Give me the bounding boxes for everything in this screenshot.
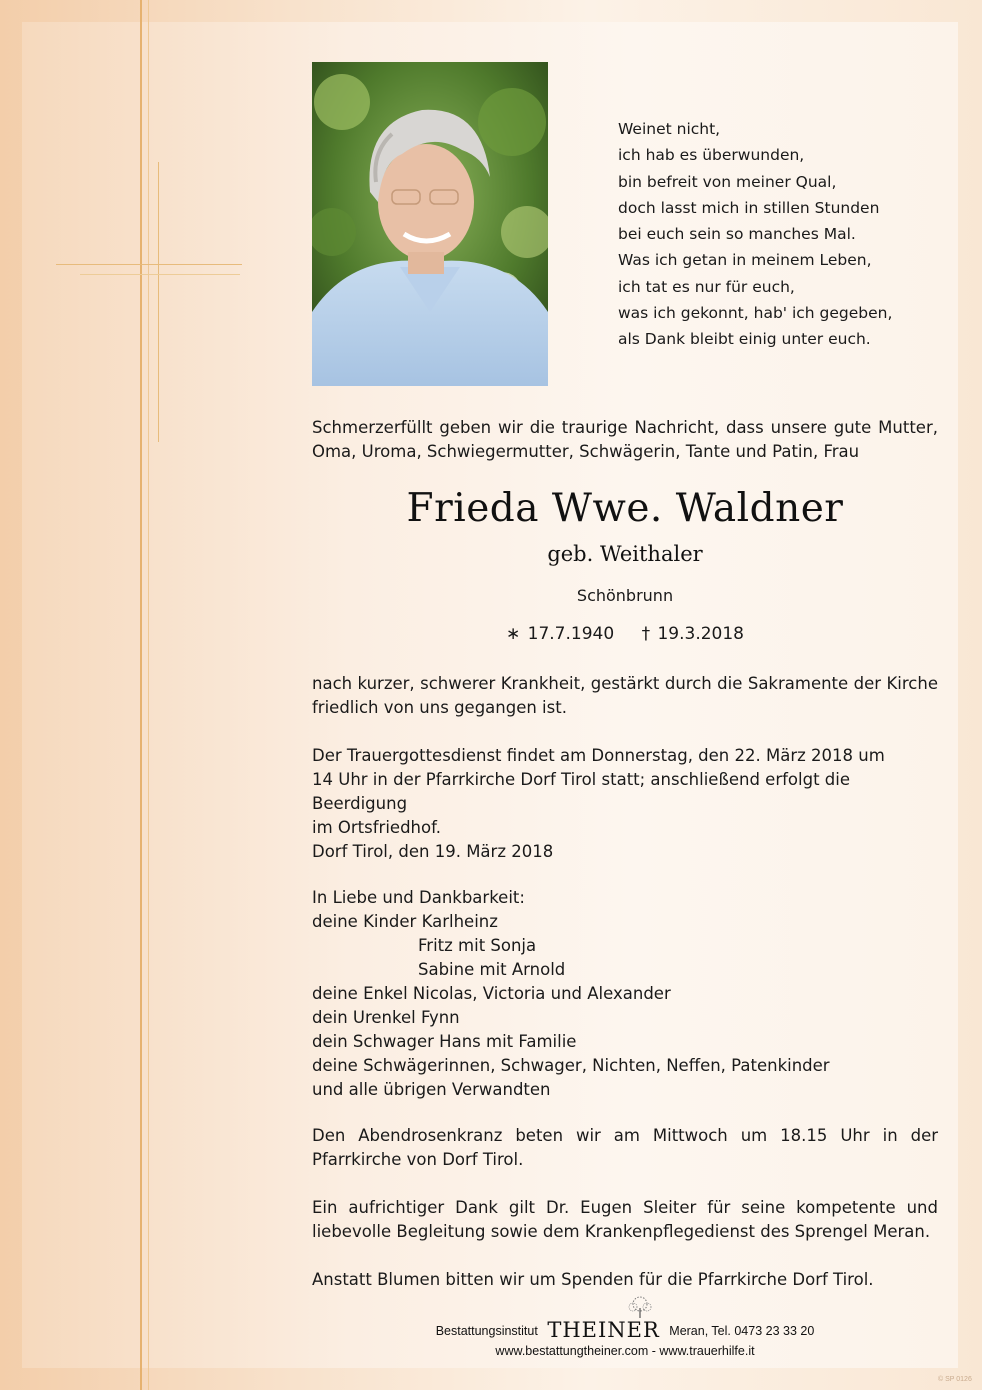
mourner-line: deine Kinder Karlheinz <box>312 912 498 931</box>
life-dates <box>312 624 938 644</box>
donation-paragraph: Anstatt Blumen bitten wir um Spenden für die Pfarrkirche Dorf Tirol. <box>312 1270 874 1289</box>
poem-line: bei euch sein so manches Mal. <box>618 225 856 244</box>
birth-date: ∗ 17.7.1940 <box>505 624 615 644</box>
place-date-line: Dorf Tirol, den 19. März 2018 <box>312 842 554 861</box>
gold-vertical-line-thin <box>148 0 149 1390</box>
poem-line: doch lasst mich in stillen Stunden <box>618 198 880 217</box>
mourners-heading: In Liebe und Dankbarkeit: <box>312 888 525 907</box>
mourner-line: deine Enkel Nicolas, Victoria und Alexander <box>312 984 671 1003</box>
home-place: Schönbrunn <box>576 586 674 605</box>
maiden-name: geb. Weithaler <box>547 542 703 566</box>
footer-contact: Meran, Tel. 0473 23 33 20 <box>669 1324 815 1338</box>
funeral-line: im Ortsfriedhof. <box>312 818 441 837</box>
portrait-photo <box>312 62 548 386</box>
template-code: © SP 0126 <box>938 1376 972 1383</box>
announcement-intro: Schmerzerfüllt geben wir die traurige Nachricht, dass unsere gute Mutter, Oma, Uroma, Schwiegermutter, Schwägerin, Tante und Patin, Frau <box>312 418 938 461</box>
gold-vertical-line <box>140 0 142 1390</box>
funeral-home-brand: THEINER <box>547 1318 660 1342</box>
footer-prefix: Bestattungsinstitut <box>435 1324 538 1338</box>
poem-line: was ich gekonnt, hab' ich gegeben, <box>618 304 893 323</box>
rosary-paragraph: Den Abendrosenkranz beten wir am Mittwoch um 18.15 Uhr in der Pfarrkirche von Dorf Tirol. <box>312 1126 938 1169</box>
poem-line: ich tat es nur für euch, <box>618 277 795 296</box>
poem-line: ich hab es überwunden, <box>618 146 805 165</box>
funeral-line: Der Trauergottesdienst findet am Donnerstag, den 22. März 2018 um <box>312 746 885 765</box>
poem-line: als Dank bleibt einig unter euch. <box>618 330 871 349</box>
mourners-list <box>312 886 938 1102</box>
poem-line: Weinet nicht, <box>618 120 721 138</box>
funeral-home-footer <box>312 1318 938 1358</box>
passing-paragraph: nach kurzer, schwerer Krankheit, gestärkt durch die Sakramente der Kirche friedlich von uns gegangen ist. <box>312 674 938 717</box>
footer-websites: www.bestattungtheiner.com - www.trauerhilfe.it <box>495 1344 755 1358</box>
mourner-line: deine Schwägerinnen, Schwager, Nichten, Neffen, Patenkinder <box>312 1056 830 1075</box>
mourner-line: Fritz mit Sonja <box>418 936 537 955</box>
poem-line: bin befreit von meiner Qual, <box>618 172 837 191</box>
tree-logo-icon <box>620 1296 660 1318</box>
mourner-line: und alle übrigen Verwandten <box>312 1080 551 1099</box>
poem-line: Was ich getan in meinem Leben, <box>618 251 872 270</box>
death-date: † 19.3.2018 <box>641 624 744 644</box>
poem <box>618 116 938 353</box>
thanks-paragraph: Ein aufrichtiger Dank gilt Dr. Eugen Sleiter für seine kompetente und liebevolle Begleitung sowie dem Krankenpflegedienst des Sprengel Meran. <box>312 1198 938 1241</box>
deceased-name: Frieda Wwe. Waldner <box>406 486 844 531</box>
mourner-line: Sabine mit Arnold <box>418 960 566 979</box>
funeral-paragraph <box>312 744 938 840</box>
funeral-line: 14 Uhr in der Pfarrkirche Dorf Tirol statt; anschließend erfolgt die Beerdigung <box>312 770 850 813</box>
mourner-line: dein Schwager Hans mit Familie <box>312 1032 577 1051</box>
mourner-line: dein Urenkel Fynn <box>312 1008 460 1027</box>
